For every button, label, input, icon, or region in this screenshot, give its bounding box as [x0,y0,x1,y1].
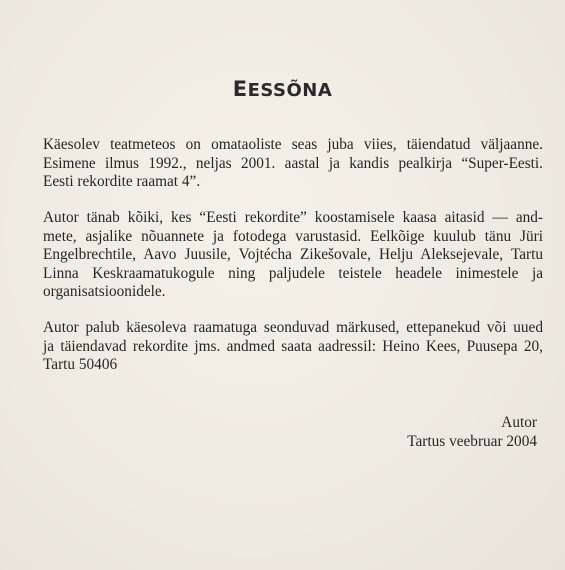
title-initial: E [232,77,248,101]
paragraph-thanks [43,209,543,302]
title-rest: ESSÕNA [247,80,333,101]
paragraph-line: Autor tänab kõiki, kes “Eesti rekordite” koostamisele kaasa aitasid — and- [43,209,543,226]
signature-author: Autor [501,414,537,431]
paragraph-line: Tartu 50406 [43,356,118,374]
paragraph-line: Linna Keskraamatukogule ning paljudele teistele headele inimestele ja [43,264,543,282]
signature-place-date: Tartus veebruar 2004 [407,433,537,450]
paragraph-line: ja täiendavad rekordite jms. andmed saata aadressil: Heino Kees, Puusepa 20, [43,337,543,355]
paragraph-contact [43,319,543,375]
paragraph-line: Autor palub käesoleva raamatuga seonduvad märkused, ettepanekud või uued [43,319,543,336]
paragraph-line: mete, asjalike nõuannete ja fotodega varustasid. Eelkõige kuulub tänu Jüri [43,227,543,245]
paragraph-line: Esimene ilmus 1992., neljas 2001. aastal ja kandis pealkirja “Super-Eesti. [43,154,543,172]
page-title [0,77,565,101]
paragraph-line: Käesolev teatmeteos on omataoliste seas juba viies, täiendatud väljaanne. [43,136,543,153]
paragraph-line: organisatsioonidele. [43,283,166,301]
paragraph-intro [43,136,543,192]
paragraph-line: Eesti rekordite raamat 4”. [43,173,201,191]
paragraph-line: Engelbrechtile, Aavo Juusile, Vojtécha Zikešovale, Helju Aleksejevale, Tartu [43,246,543,264]
